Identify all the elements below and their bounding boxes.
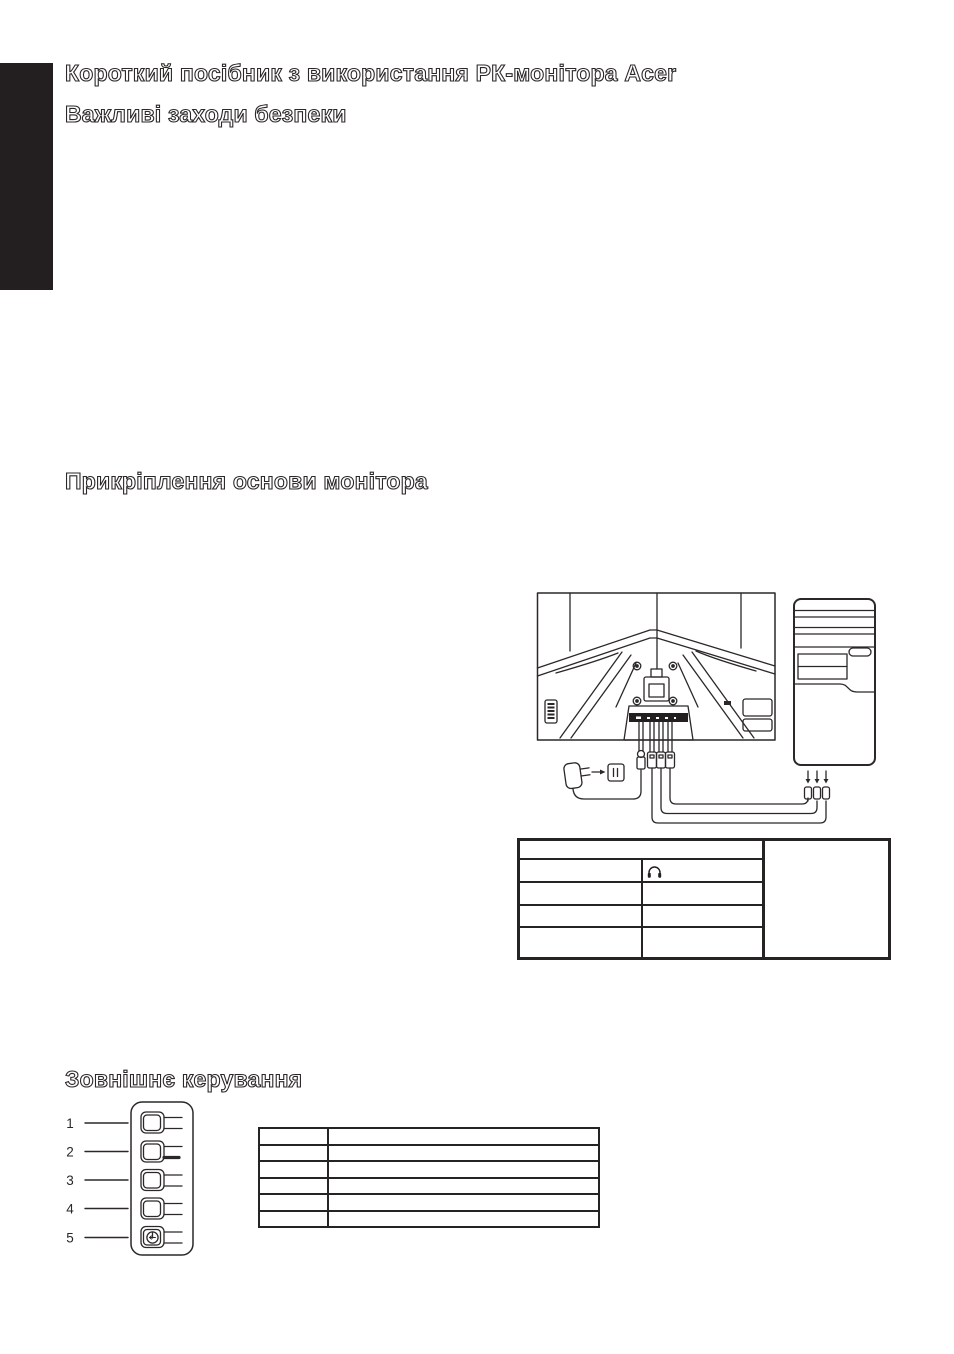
heading-external-controls: Зовнішнє керування: [65, 1066, 303, 1092]
arrow-right-icon: [592, 770, 606, 775]
table-row: [260, 1129, 598, 1146]
control-button-4: [141, 1198, 182, 1219]
port-label: [724, 701, 731, 705]
table-row: [260, 1162, 598, 1179]
control-button-2: [141, 1141, 182, 1162]
connection-table: [517, 838, 891, 960]
button-panel: [131, 1102, 193, 1255]
callout-2: 2: [66, 1144, 74, 1160]
section-edge-tab: [0, 63, 53, 290]
power-icon: [147, 1232, 158, 1243]
power-adapter-icon: [563, 761, 591, 789]
controls-panel-diagram: [60, 1095, 210, 1265]
connection-diagram: [530, 585, 900, 830]
callout-1: 1: [66, 1116, 74, 1131]
monitor-cables: [639, 722, 672, 752]
connection-table-left: [520, 841, 762, 957]
heading-safety: Важливі заходи безпеки: [65, 101, 347, 127]
control-button-3: [141, 1170, 182, 1191]
page-title: Короткий посібник з використання РК-монітора Acer: [65, 60, 677, 86]
headphone-icon: [647, 865, 662, 879]
connection-table-note-cell: [765, 841, 888, 957]
controls-table: [258, 1127, 600, 1228]
power-button: [141, 1227, 182, 1248]
table-row: [260, 1179, 598, 1196]
power-cord: [573, 770, 641, 799]
control-button-1: [141, 1112, 182, 1133]
cable-connectors: [637, 751, 675, 770]
wall-outlet-icon: [608, 764, 624, 781]
heading-attach-base: Прикріплення основи монітора: [65, 468, 428, 494]
callout-3: 3: [66, 1173, 74, 1188]
table-row: [260, 1212, 598, 1227]
pc-connectors: [805, 771, 830, 799]
pc-tower: [794, 599, 875, 765]
callout-4: 4: [66, 1201, 74, 1217]
callout-5: 5: [66, 1230, 74, 1246]
table-row: [260, 1195, 598, 1212]
table-row: [260, 1146, 598, 1163]
spec-label: [545, 700, 557, 723]
